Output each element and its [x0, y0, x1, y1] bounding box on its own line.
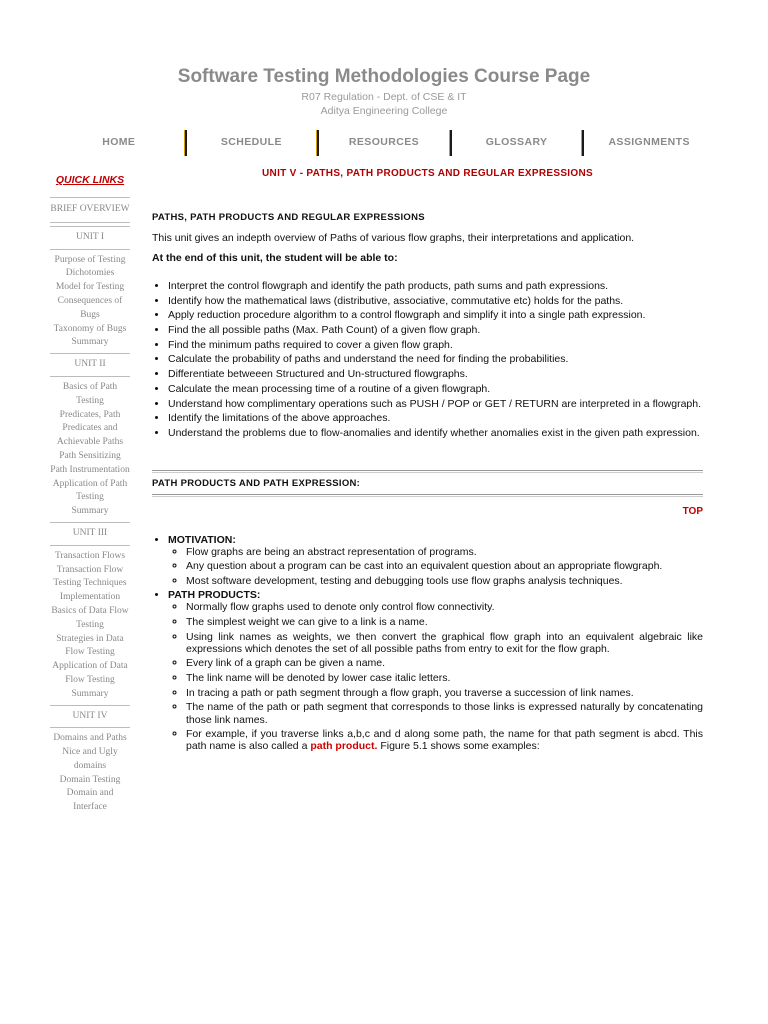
path-product-point: ◦ Normally flow graphs used to denote only control flow connectivity. — [186, 601, 703, 613]
path-product-text: Figure 5.1 shows some examples: — [377, 740, 540, 753]
path-products-item — [168, 589, 703, 752]
sidebar-unit-section — [50, 353, 130, 522]
objective-item: • Identify how the mathematical laws (distributive, associative, commutative etc) holds for the paths. — [168, 295, 703, 308]
objectives-heading: At the end of this unit, the student will be able to: — [152, 252, 398, 264]
page-header — [0, 64, 768, 118]
quick-links-heading[interactable]: QUICK LINKS — [55, 174, 125, 186]
path-product-point: ◦ The simplest weight we can give to a link is a name. — [186, 616, 703, 628]
nav-resources[interactable]: RESOURCES — [348, 136, 420, 148]
sidebar-unit-section — [50, 705, 130, 819]
sidebar-link[interactable]: Path Sensitizing — [59, 450, 121, 461]
sidebar-link[interactable]: Domain and Interface — [66, 788, 114, 813]
sidebar-link[interactable]: Summary — [71, 688, 109, 699]
sidebar-link[interactable]: Domains and Paths — [53, 733, 127, 744]
path-product-term: path product. — [310, 740, 378, 753]
sidebar-link[interactable]: Taxonomy of Bugs — [53, 323, 127, 334]
motivation-list — [168, 546, 703, 587]
objective-item: • Understand the problems due to flow-anomalies and identify whether anomalies exist in the given path expression. — [168, 427, 703, 440]
sidebar-brief-overview — [50, 197, 130, 223]
sidebar-link[interactable]: Path Instrumentation — [50, 464, 130, 475]
objective-item: • Understand how complimentary operations such as PUSH / POP or GET / RETURN are interpreted in a flowgraph. — [168, 398, 703, 411]
main-nav — [54, 130, 714, 158]
objective-item: • Find the all possible paths (Max. Path Count) of a given flow graph. — [168, 324, 703, 337]
nav-home[interactable]: HOME — [102, 136, 136, 148]
path-product-point: ◦ The name of the path or path segment that corresponds to those links is expressed naturally by concatenating those link names. — [186, 701, 703, 726]
sidebar-unit-title[interactable]: UNIT III — [50, 527, 130, 546]
sidebar-link[interactable]: Strategies in Data Flow Testing — [56, 633, 124, 658]
sidebar-link[interactable]: Summary — [71, 506, 109, 517]
sidebar — [50, 172, 130, 818]
path-product-text: For example, if you traverse links a,b,c and d along some path, the name for that path segment is abcd. This path name is also called a — [186, 728, 703, 753]
unit-title: UNIT V - PATHS, PATH PRODUCTS AND REGULAR EXPRESSIONS — [262, 168, 593, 179]
sidebar-link[interactable]: Predicates, Path Predicates and Achievable Paths — [56, 409, 124, 448]
path-product-point: ◦ Every link of a graph can be given a name. — [186, 657, 703, 669]
sidebar-unit-section — [50, 226, 130, 353]
sidebar-link[interactable]: Application of Path Testing — [52, 478, 128, 503]
sidebar-link[interactable]: Nice and Ugly domains — [62, 747, 118, 771]
sidebar-link[interactable]: Implementation — [59, 592, 121, 603]
sidebar-unit-title[interactable]: UNIT IV — [50, 710, 130, 729]
motivation-title: MOTIVATION: — [168, 533, 236, 546]
sidebar-link[interactable]: Summary — [71, 337, 109, 348]
objectives-list — [152, 280, 703, 440]
motivation-point: ◦ Any question about a program can be cast into an equivalent question about an appropriate flowgraph. — [186, 560, 703, 572]
sidebar-link[interactable]: Model for Testing — [55, 282, 125, 293]
objective-item: • Differentiate betweeen Structured and Un-structured flowgraphs. — [168, 368, 703, 381]
sidebar-link[interactable]: Purpose of Testing — [54, 254, 126, 265]
nav-glossary[interactable]: GLOSSARY — [485, 136, 548, 148]
sidebar-unit-title[interactable]: UNIT II — [50, 358, 130, 377]
nav-schedule[interactable]: SCHEDULE — [220, 136, 282, 148]
objective-item: • Apply reduction procedure algorithm to a control flowgraph and simplify it into a single path expression. — [168, 309, 703, 322]
path-product-point: ◦ The link name will be denoted by lower case italic letters. — [186, 672, 703, 684]
sidebar-link[interactable]: Dichotomies — [65, 268, 115, 279]
content-list — [152, 534, 703, 753]
regulation-subtitle: R07 Regulation - Dept. of CSE & IT — [301, 91, 467, 103]
objective-item: • Find the minimum paths required to cover a given flow graph. — [168, 339, 703, 352]
sidebar-link[interactable]: Transaction Flows — [54, 550, 126, 561]
sidebar-link[interactable]: Consequences of Bugs — [57, 295, 123, 320]
sidebar-link[interactable]: Basics of Path Testing — [62, 381, 118, 406]
section-title: PATHS, PATH PRODUCTS AND REGULAR EXPRESSIONS — [152, 212, 425, 223]
motivation-item — [168, 534, 703, 587]
college-subtitle: Aditya Engineering College — [320, 105, 448, 117]
path-product-point: ◦ Using link names as weights, we then convert the graphical flow graph into an equivalent algebraic like expressions which denotes the set of all possible paths from entry to exit for the flow graph. — [186, 631, 703, 656]
path-product-point — [186, 728, 703, 753]
sidebar-unit-title[interactable]: UNIT I — [50, 231, 130, 250]
sidebar-link[interactable]: Application of Data Flow Testing — [52, 661, 128, 685]
main-content — [152, 168, 703, 755]
nav-assignments[interactable]: ASSIGNMENTS — [608, 136, 690, 148]
path-product-point: ◦ In tracing a path or path segment through a flow graph, you traverse a succession of link names. — [186, 687, 703, 699]
sidebar-link-brief-overview[interactable]: BRIEF OVERVIEW — [50, 204, 130, 214]
sidebar-units — [50, 226, 130, 818]
section2-title: PATH PRODUCTS AND PATH EXPRESSION: — [152, 477, 361, 489]
objective-item: • Calculate the probability of paths and understand the need for finding the probabilities. — [168, 353, 703, 366]
objective-item: • Identify the limitations of the above approaches. — [168, 412, 703, 425]
path-products-list — [168, 601, 703, 752]
objective-item: • Calculate the mean processing time of a routine of a given flowgraph. — [168, 383, 703, 396]
intro-text: This unit gives an indepth overview of Paths of various flow graphs, their interpretations and application. — [152, 232, 635, 244]
sidebar-link[interactable]: Transaction Flow Testing Techniques — [53, 564, 127, 589]
path-products-title: PATH PRODUCTS: — [168, 589, 261, 602]
motivation-point: ◦ Flow graphs are being an abstract representation of programs. — [186, 546, 703, 558]
top-link[interactable]: TOP — [682, 505, 703, 517]
site-title: Software Testing Methodologies Course Page — [177, 66, 591, 87]
motivation-point: ◦ Most software development, testing and debugging tools use flow graphs analysis techniques. — [186, 575, 703, 587]
objective-item: • Interpret the control flowgraph and identify the path products, path sums and path expressions. — [168, 280, 703, 293]
sidebar-link[interactable]: Domain Testing — [59, 774, 121, 785]
sidebar-link[interactable]: Basics of Data Flow Testing — [51, 605, 129, 630]
sidebar-unit-section — [50, 522, 130, 705]
